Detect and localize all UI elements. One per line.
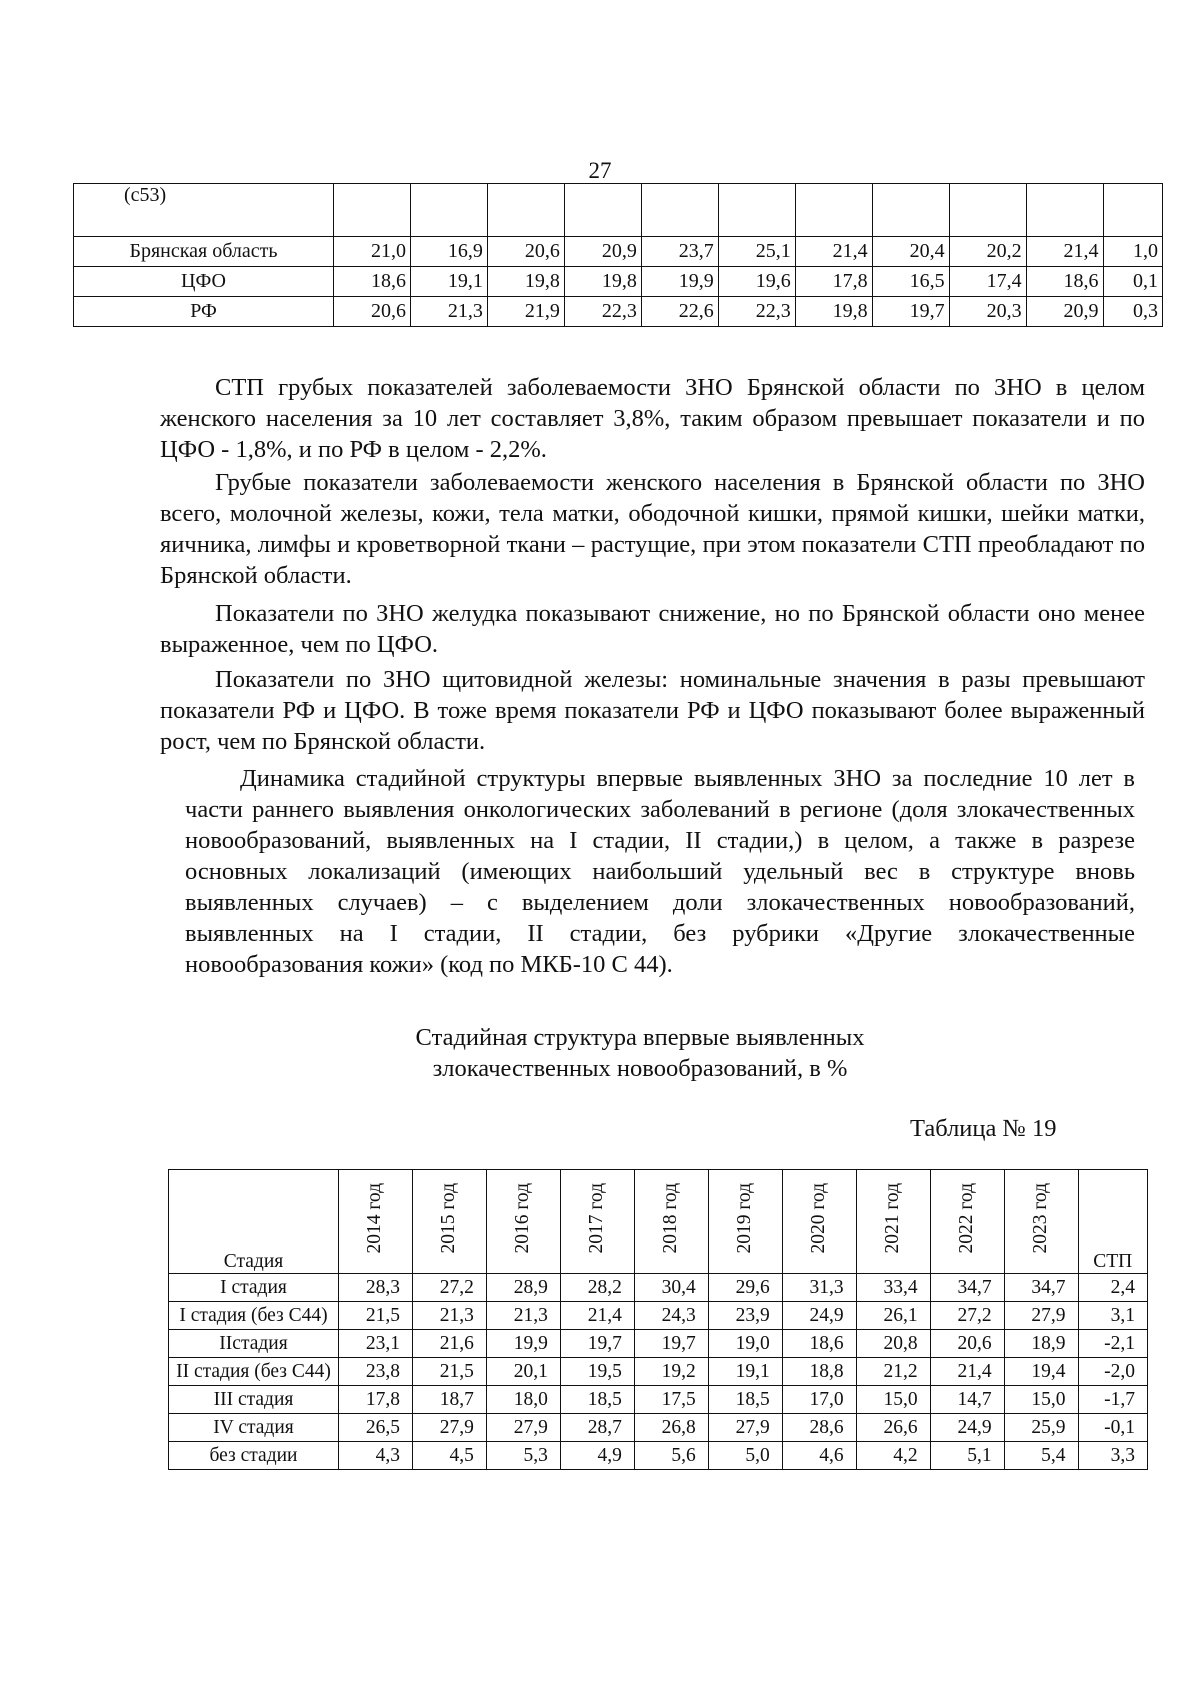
table-row — [169, 1386, 1148, 1414]
table-cell: 4,3 — [339, 1442, 413, 1470]
table-cell: 3,1 — [1078, 1302, 1147, 1330]
table-cell: 16,5 — [872, 267, 949, 297]
table-row — [169, 1358, 1148, 1386]
paragraph-stage-dynamics: Динамика стадийной структуры впервые выявленных ЗНО за последние 10 лет в части раннего выявления онкологических заболеваний в регионе (доля злокачественных новообразований, выявленных на I стадии, II стадии,) в целом, а также в разрезе основных локализаций (имеющих наибольший удельный вес в структуре вновь выявленных случаев) – с выделением доли злокачественных новообразований, выявленных на I стадии, II стадии, без рубрики «Другие злокачественные новообразования кожи» (код по МКБ-10 С 44). — [185, 765, 1135, 978]
row-label: Брянская область — [74, 237, 334, 267]
stage-label: I стадия (без С44) — [169, 1302, 339, 1330]
column-header-year — [930, 1170, 1004, 1274]
table-cell — [1026, 184, 1103, 237]
table-row — [169, 1442, 1148, 1470]
table-cell: 19,2 — [634, 1358, 708, 1386]
column-header-year — [708, 1170, 782, 1274]
table-cell — [795, 184, 872, 237]
table-cell: 23,1 — [339, 1330, 413, 1358]
column-header-stp: СТП — [1078, 1170, 1147, 1274]
year-label: 2019 год — [734, 1183, 756, 1254]
table-cell: 18,5 — [708, 1386, 782, 1414]
table-cell: 23,9 — [708, 1302, 782, 1330]
table-cell: 19,1 — [410, 267, 487, 297]
table-title — [360, 1022, 920, 1084]
table-cell: 25,9 — [1004, 1414, 1078, 1442]
table-cell: 20,9 — [564, 237, 641, 267]
table-cell: 19,4 — [1004, 1358, 1078, 1386]
table-cell: 19,7 — [634, 1330, 708, 1358]
paragraph-thyroid: Показатели по ЗНО щитовидной железы: номинальные значения в разы превышают показатели РФ и ЦФО. В тоже время показатели РФ и ЦФО показывают более выраженный рост, чем по Брянской области. — [160, 666, 1145, 755]
table-cell: 21,3 — [410, 297, 487, 327]
table-row — [169, 1330, 1148, 1358]
paragraph-stomach: Показатели по ЗНО желудка показывают снижение, но по Брянской области оно менее выраженное, чем по ЦФО. — [160, 600, 1145, 658]
table-cell: 34,7 — [930, 1274, 1004, 1302]
table-cell: 22,6 — [641, 297, 718, 327]
table-cell — [718, 184, 795, 237]
table-cell: 18,9 — [1004, 1330, 1078, 1358]
column-header-year — [412, 1170, 486, 1274]
table-row — [74, 267, 1163, 297]
table-cell: 28,9 — [486, 1274, 560, 1302]
table-cell: 26,5 — [339, 1414, 413, 1442]
stage-structure-table — [168, 1169, 1148, 1470]
table-cell: 28,7 — [560, 1414, 634, 1442]
table-cell: 24,9 — [930, 1414, 1004, 1442]
table-cell: 28,2 — [560, 1274, 634, 1302]
table-cell: 24,9 — [782, 1302, 856, 1330]
stage-label: IIстадия — [169, 1330, 339, 1358]
table-cell: 19,7 — [560, 1330, 634, 1358]
table-cell: 21,2 — [856, 1358, 930, 1386]
table-cell: 29,6 — [708, 1274, 782, 1302]
table-cell: 18,7 — [412, 1386, 486, 1414]
table-cell — [487, 184, 564, 237]
stage-label: без стадии — [169, 1442, 339, 1470]
table-cell: 21,0 — [334, 237, 411, 267]
table-cell: 0,3 — [1103, 297, 1162, 327]
table-cell: 2,4 — [1078, 1274, 1147, 1302]
table-cell: 4,2 — [856, 1442, 930, 1470]
table-cell: 18,0 — [486, 1386, 560, 1414]
column-header-year — [634, 1170, 708, 1274]
table-cell: 23,8 — [339, 1358, 413, 1386]
year-label: 2014 год — [364, 1183, 386, 1254]
table-cell: 19,0 — [708, 1330, 782, 1358]
table-cell: 17,4 — [949, 267, 1026, 297]
table-cell: 28,3 — [339, 1274, 413, 1302]
table-cell: 21,3 — [412, 1302, 486, 1330]
column-header-year — [486, 1170, 560, 1274]
table-cell — [641, 184, 718, 237]
table-cell: 20,1 — [486, 1358, 560, 1386]
stage-label: III стадия — [169, 1386, 339, 1414]
table-cell: 20,4 — [872, 237, 949, 267]
table-cell: 34,7 — [1004, 1274, 1078, 1302]
column-header-stage: Стадия — [169, 1170, 339, 1274]
table-cell: 1,0 — [1103, 237, 1162, 267]
table-cell: 21,5 — [412, 1358, 486, 1386]
table-cell: 15,0 — [856, 1386, 930, 1414]
table-cell: 21,5 — [339, 1302, 413, 1330]
table-cell: 18,6 — [334, 267, 411, 297]
table-title-line-1: Стадийная структура впервые выявленных — [415, 1024, 865, 1051]
table-cell — [564, 184, 641, 237]
table-cell: 5,6 — [634, 1442, 708, 1470]
table-cell: 21,4 — [930, 1358, 1004, 1386]
table-header-row — [169, 1170, 1148, 1274]
table-cell: 4,6 — [782, 1442, 856, 1470]
table-cell — [1103, 184, 1162, 237]
table-cell: 0,1 — [1103, 267, 1162, 297]
table-cell: 31,3 — [782, 1274, 856, 1302]
table-cell: 20,6 — [487, 237, 564, 267]
table-cell — [334, 184, 411, 237]
table-cell: 5,1 — [930, 1442, 1004, 1470]
paragraph-stp-summary: СТП грубых показателей заболеваемости ЗНО Брянской области по ЗНО в целом женского населения за 10 лет составляет 3,8%, таким образом превышает показатели и по ЦФО - 1,8%, и по РФ в целом - 2,2%. — [160, 374, 1145, 463]
table-cell: 14,7 — [930, 1386, 1004, 1414]
table-cell: 18,8 — [782, 1358, 856, 1386]
table-cell: 20,6 — [334, 297, 411, 327]
incidence-continuation-table — [73, 183, 1163, 327]
table-cell: 21,9 — [487, 297, 564, 327]
table-number: Таблица № 19 — [910, 1115, 1057, 1142]
paragraph-growing-indicators: Грубые показатели заболеваемости женского населения в Брянской области по ЗНО всего, молочной железы, кожи, тела матки, ободочной кишки, прямой кишки, шейки матки, яичника, лимфы и кроветворной ткани – растущие, при этом показатели СТП преобладают по Брянской области. — [160, 469, 1145, 589]
year-label: 2017 год — [586, 1183, 608, 1254]
stage-label: IV стадия — [169, 1414, 339, 1442]
table-cell: 33,4 — [856, 1274, 930, 1302]
table-cell: 4,9 — [560, 1442, 634, 1470]
row-label: (c53) — [74, 184, 334, 237]
year-label: 2022 год — [956, 1183, 978, 1254]
table-cell: 21,4 — [795, 237, 872, 267]
year-label: 2023 год — [1030, 1183, 1052, 1254]
table-cell: 17,8 — [339, 1386, 413, 1414]
table-cell: 21,3 — [486, 1302, 560, 1330]
table-row — [74, 297, 1163, 327]
column-header-year — [1004, 1170, 1078, 1274]
table-cell: 27,2 — [412, 1274, 486, 1302]
table-title-line-2: злокачественных новообразований, в % — [432, 1055, 848, 1082]
year-label: 2021 год — [882, 1183, 904, 1254]
table-cell: 19,9 — [486, 1330, 560, 1358]
table-cell: 5,4 — [1004, 1442, 1078, 1470]
column-header-year — [856, 1170, 930, 1274]
table-cell: 27,9 — [708, 1414, 782, 1442]
table-cell: 22,3 — [564, 297, 641, 327]
table-row — [169, 1302, 1148, 1330]
table-cell: 19,5 — [560, 1358, 634, 1386]
table-cell: 21,4 — [560, 1302, 634, 1330]
table-cell: 30,4 — [634, 1274, 708, 1302]
column-header-year — [782, 1170, 856, 1274]
table-cell: 19,8 — [564, 267, 641, 297]
table-cell: 19,7 — [872, 297, 949, 327]
table-cell: 21,6 — [412, 1330, 486, 1358]
table-cell: 19,1 — [708, 1358, 782, 1386]
table-cell: 3,3 — [1078, 1442, 1147, 1470]
table-cell: -1,7 — [1078, 1386, 1147, 1414]
stage-label: II стадия (без С44) — [169, 1358, 339, 1386]
table-cell: 5,0 — [708, 1442, 782, 1470]
table-cell: 19,8 — [795, 297, 872, 327]
page-number: 27 — [588, 158, 612, 183]
table-row — [169, 1414, 1148, 1442]
row-label: РФ — [74, 297, 334, 327]
table-cell: 26,1 — [856, 1302, 930, 1330]
stage-label: I стадия — [169, 1274, 339, 1302]
table-cell: 26,8 — [634, 1414, 708, 1442]
table-cell: 17,0 — [782, 1386, 856, 1414]
table-cell: 5,3 — [486, 1442, 560, 1470]
table-cell: 26,6 — [856, 1414, 930, 1442]
year-label: 2018 год — [660, 1183, 682, 1254]
table-cell — [410, 184, 487, 237]
table-cell: 24,3 — [634, 1302, 708, 1330]
table-cell: 17,8 — [795, 267, 872, 297]
table-cell: 27,9 — [486, 1414, 560, 1442]
table-cell: 20,2 — [949, 237, 1026, 267]
table-cell: 27,9 — [1004, 1302, 1078, 1330]
table-cell: 18,5 — [560, 1386, 634, 1414]
table-cell: 17,5 — [634, 1386, 708, 1414]
table-row — [169, 1274, 1148, 1302]
table-cell: 20,8 — [856, 1330, 930, 1358]
table-cell: 20,6 — [930, 1330, 1004, 1358]
table-cell: 21,4 — [1026, 237, 1103, 267]
table-cell: 27,2 — [930, 1302, 1004, 1330]
column-header-year — [339, 1170, 413, 1274]
table-cell: -2,0 — [1078, 1358, 1147, 1386]
table-cell: 25,1 — [718, 237, 795, 267]
table-cell: 22,3 — [718, 297, 795, 327]
table-cell: 23,7 — [641, 237, 718, 267]
table-cell: 4,5 — [412, 1442, 486, 1470]
table-cell: 20,9 — [1026, 297, 1103, 327]
table-cell: 27,9 — [412, 1414, 486, 1442]
table-cell: 16,9 — [410, 237, 487, 267]
table-cell: 18,6 — [782, 1330, 856, 1358]
table-cell: -0,1 — [1078, 1414, 1147, 1442]
table-cell — [872, 184, 949, 237]
table-cell: 19,6 — [718, 267, 795, 297]
year-label: 2016 год — [512, 1183, 534, 1254]
table-cell: 28,6 — [782, 1414, 856, 1442]
row-label: ЦФО — [74, 267, 334, 297]
year-label: 2015 год — [438, 1183, 460, 1254]
table-row — [74, 237, 1163, 267]
table-cell: 15,0 — [1004, 1386, 1078, 1414]
table-cell: 18,6 — [1026, 267, 1103, 297]
table-cell: 19,8 — [487, 267, 564, 297]
table-cell — [949, 184, 1026, 237]
year-label: 2020 год — [808, 1183, 830, 1254]
table-cell: 20,3 — [949, 297, 1026, 327]
column-header-year — [560, 1170, 634, 1274]
table-cell: -2,1 — [1078, 1330, 1147, 1358]
table-cell: 19,9 — [641, 267, 718, 297]
table-row — [74, 184, 1163, 237]
